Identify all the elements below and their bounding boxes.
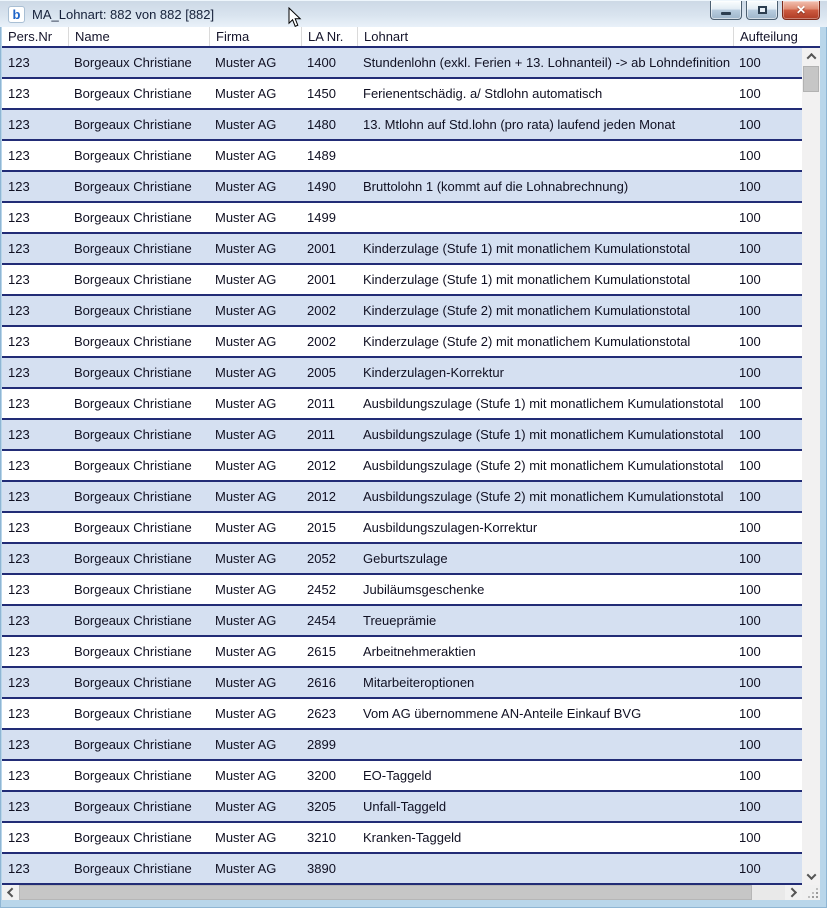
cell-firma: Muster AG — [215, 365, 277, 380]
cell-aufteilung: 100 — [739, 334, 761, 349]
cell-aufteilung: 100 — [739, 55, 761, 70]
cell-aufteilung: 100 — [739, 241, 761, 256]
cell-lanr: 2899 — [307, 737, 336, 752]
cell-lanr: 2052 — [307, 551, 336, 566]
cell-persnr: 123 — [8, 706, 30, 721]
cell-firma: Muster AG — [215, 55, 277, 70]
cell-lanr: 2015 — [307, 520, 336, 535]
table-row[interactable] — [2, 730, 802, 761]
cell-persnr: 123 — [8, 799, 30, 814]
cell-firma: Muster AG — [215, 644, 277, 659]
cell-aufteilung: 100 — [739, 861, 761, 876]
table-row[interactable] — [2, 761, 802, 792]
cell-persnr: 123 — [8, 148, 30, 163]
table-row[interactable] — [2, 606, 802, 637]
cell-lanr: 2005 — [307, 365, 336, 380]
cell-firma: Muster AG — [215, 861, 277, 876]
cell-lohnart: Geburtszulage — [363, 551, 448, 566]
cell-firma: Muster AG — [215, 489, 277, 504]
table-body — [2, 48, 802, 885]
restore-button[interactable] — [746, 1, 778, 20]
cell-name: Borgeaux Christiane — [74, 830, 192, 845]
cell-persnr: 123 — [8, 241, 30, 256]
cell-lanr: 3200 — [307, 768, 336, 783]
app-icon[interactable]: b — [8, 6, 25, 23]
cell-lanr: 3210 — [307, 830, 336, 845]
cell-persnr: 123 — [8, 613, 30, 628]
scroll-right-button[interactable] — [785, 885, 802, 900]
cell-lohnart: Stundenlohn (exkl. Ferien + 13. Lohnanteil) -> ab Lohndefinition — [363, 55, 731, 70]
scroll-left-button[interactable] — [2, 885, 19, 900]
cell-name: Borgeaux Christiane — [74, 551, 192, 566]
column-header-firma[interactable]: Firma — [209, 27, 301, 46]
cell-lohnart — [357, 141, 733, 170]
close-icon: ✕ — [795, 2, 807, 17]
cell-persnr: 123 — [8, 210, 30, 225]
cell-lohnart: Kranken-Taggeld — [363, 830, 462, 845]
cell-firma: Muster AG — [215, 334, 277, 349]
cell-firma: Muster AG — [215, 830, 277, 845]
cell-lohnart: EO-Taggeld — [363, 768, 432, 783]
cell-aufteilung: 100 — [739, 396, 761, 411]
table-row[interactable] — [2, 389, 802, 420]
horizontal-scrollbar-thumb[interactable] — [19, 885, 752, 900]
cell-persnr: 123 — [8, 861, 30, 876]
cell-lanr: 2001 — [307, 272, 336, 287]
cell-name: Borgeaux Christiane — [74, 489, 192, 504]
cell-firma: Muster AG — [215, 179, 277, 194]
cell-name: Borgeaux Christiane — [74, 427, 192, 442]
cell-firma: Muster AG — [215, 458, 277, 473]
table-row[interactable] — [2, 823, 802, 854]
cell-firma: Muster AG — [215, 303, 277, 318]
cell-aufteilung: 100 — [739, 210, 761, 225]
cell-aufteilung: 100 — [739, 489, 761, 504]
cell-persnr: 123 — [8, 458, 30, 473]
vertical-scrollbar-thumb[interactable] — [803, 66, 819, 92]
cell-lanr: 1400 — [307, 55, 336, 70]
scroll-up-button[interactable] — [802, 48, 820, 65]
cell-firma: Muster AG — [215, 799, 277, 814]
table-row[interactable] — [2, 48, 802, 79]
cell-aufteilung: 100 — [739, 458, 761, 473]
cell-name: Borgeaux Christiane — [74, 644, 192, 659]
resize-grip-icon[interactable] — [808, 888, 818, 898]
cell-lohnart: Ferienentschädig. a/ Stdlohn automatisch — [363, 86, 603, 101]
cell-firma: Muster AG — [215, 396, 277, 411]
cell-aufteilung: 100 — [739, 830, 761, 845]
table-row[interactable] — [2, 234, 802, 265]
table-row[interactable] — [2, 544, 802, 575]
cell-firma: Muster AG — [215, 675, 277, 690]
cell-lohnart — [357, 854, 733, 883]
cell-firma: Muster AG — [215, 768, 277, 783]
cell-name: Borgeaux Christiane — [74, 396, 192, 411]
cell-lanr: 1499 — [307, 210, 336, 225]
cell-lanr: 1450 — [307, 86, 336, 101]
cell-lohnart: Ausbildungszulage (Stufe 2) mit monatlichem Kumulationstotal — [363, 489, 724, 504]
table-row[interactable] — [2, 637, 802, 668]
cell-lanr: 1489 — [307, 148, 336, 163]
cell-persnr: 123 — [8, 272, 30, 287]
cell-persnr: 123 — [8, 334, 30, 349]
cell-lohnart: Bruttolohn 1 (kommt auf die Lohnabrechnung) — [363, 179, 629, 194]
cell-lanr: 2012 — [307, 489, 336, 504]
cell-lohnart: Treueprämie — [363, 613, 437, 628]
scrollbar-corner — [802, 885, 820, 900]
cell-lanr: 2002 — [307, 303, 336, 318]
column-header-persnr[interactable]: Pers.Nr — [8, 29, 53, 44]
cell-aufteilung: 100 — [739, 520, 761, 535]
cell-lohnart — [357, 730, 733, 759]
cell-firma: Muster AG — [215, 737, 277, 752]
cell-lanr: 2452 — [307, 582, 336, 597]
cell-aufteilung: 100 — [739, 644, 761, 659]
table-row[interactable] — [2, 110, 802, 141]
cell-lohnart: Kinderzulagen-Korrektur — [363, 365, 504, 380]
cell-lohnart: Mitarbeiteroptionen — [363, 675, 475, 690]
cell-persnr: 123 — [8, 365, 30, 380]
cell-firma: Muster AG — [215, 117, 277, 132]
vertical-scrollbar[interactable] — [802, 48, 820, 885]
window-controls — [710, 1, 820, 20]
cell-name: Borgeaux Christiane — [74, 799, 192, 814]
cell-persnr: 123 — [8, 675, 30, 690]
cell-name: Borgeaux Christiane — [74, 241, 192, 256]
cell-persnr: 123 — [8, 396, 30, 411]
cell-firma: Muster AG — [215, 148, 277, 163]
table-row[interactable] — [2, 327, 802, 358]
cell-aufteilung: 100 — [739, 303, 761, 318]
cell-name: Borgeaux Christiane — [74, 582, 192, 597]
chevron-up-icon — [806, 53, 816, 63]
cell-lanr: 3205 — [307, 799, 336, 814]
cell-lohnart — [357, 203, 733, 232]
cell-persnr: 123 — [8, 737, 30, 752]
cell-name: Borgeaux Christiane — [74, 148, 192, 163]
cell-name: Borgeaux Christiane — [74, 861, 192, 876]
table-row[interactable] — [2, 482, 802, 513]
table-row[interactable] — [2, 792, 802, 823]
cell-firma: Muster AG — [215, 210, 277, 225]
cell-name: Borgeaux Christiane — [74, 179, 192, 194]
column-header-name[interactable]: Name — [68, 27, 209, 46]
cell-name: Borgeaux Christiane — [74, 768, 192, 783]
cell-lohnart: Jubiläumsgeschenke — [363, 582, 485, 597]
cell-lohnart: 13. Mtlohn auf Std.lohn (pro rata) laufend jeden Monat — [363, 117, 676, 132]
table-row[interactable] — [2, 296, 802, 327]
table-row[interactable] — [2, 668, 802, 699]
cell-persnr: 123 — [8, 582, 30, 597]
table-row[interactable] — [2, 420, 802, 451]
cell-firma: Muster AG — [215, 241, 277, 256]
cell-firma: Muster AG — [215, 272, 277, 287]
cell-firma: Muster AG — [215, 520, 277, 535]
cell-lohnart: Ausbildungszulage (Stufe 2) mit monatlichem Kumulationstotal — [363, 458, 724, 473]
cell-name: Borgeaux Christiane — [74, 706, 192, 721]
table-row[interactable] — [2, 141, 802, 172]
cell-lanr: 2616 — [307, 675, 336, 690]
cell-firma: Muster AG — [215, 86, 277, 101]
cell-lohnart: Vom AG übernommene AN-Anteile Einkauf BVG — [363, 706, 642, 721]
chevron-left-icon — [7, 888, 17, 898]
table-row[interactable] — [2, 575, 802, 606]
table-header — [2, 27, 820, 48]
cell-lohnart: Kinderzulage (Stufe 2) mit monatlichem Kumulationstotal — [363, 334, 691, 349]
minimize-icon — [721, 12, 731, 15]
cell-lohnart: Ausbildungszulage (Stufe 1) mit monatlichem Kumulationstotal — [363, 396, 724, 411]
cell-persnr: 123 — [8, 427, 30, 442]
cell-lohnart: Kinderzulage (Stufe 1) mit monatlichem Kumulationstotal — [363, 272, 691, 287]
cell-name: Borgeaux Christiane — [74, 365, 192, 380]
cell-name: Borgeaux Christiane — [74, 458, 192, 473]
cell-lanr: 2615 — [307, 644, 336, 659]
table-row[interactable] — [2, 451, 802, 482]
titlebar[interactable] — [0, 0, 827, 27]
cell-lanr: 3890 — [307, 861, 336, 876]
cell-name: Borgeaux Christiane — [74, 272, 192, 287]
cell-lanr: 2011 — [307, 427, 335, 442]
cell-name: Borgeaux Christiane — [74, 86, 192, 101]
cell-aufteilung: 100 — [739, 675, 761, 690]
cell-name: Borgeaux Christiane — [74, 55, 192, 70]
cell-persnr: 123 — [8, 303, 30, 318]
cell-firma: Muster AG — [215, 551, 277, 566]
cell-persnr: 123 — [8, 55, 30, 70]
column-header-lanr[interactable]: LA Nr. — [301, 27, 357, 46]
cell-persnr: 123 — [8, 830, 30, 845]
cell-aufteilung: 100 — [739, 427, 761, 442]
cell-persnr: 123 — [8, 551, 30, 566]
cell-aufteilung: 100 — [739, 799, 761, 814]
table-row[interactable] — [2, 172, 802, 203]
cell-aufteilung: 100 — [739, 582, 761, 597]
cell-name: Borgeaux Christiane — [74, 737, 192, 752]
cell-lohnart: Kinderzulage (Stufe 2) mit monatlichem Kumulationstotal — [363, 303, 691, 318]
cell-name: Borgeaux Christiane — [74, 334, 192, 349]
cell-persnr: 123 — [8, 768, 30, 783]
table-row[interactable] — [2, 203, 802, 234]
cell-name: Borgeaux Christiane — [74, 303, 192, 318]
table-row[interactable] — [2, 854, 802, 885]
cell-lohnart: Ausbildungszulage (Stufe 1) mit monatlichem Kumulationstotal — [363, 427, 724, 442]
window-title: MA_Lohnart: 882 von 882 [882] — [32, 6, 215, 22]
scroll-down-button[interactable] — [802, 868, 820, 885]
cell-persnr: 123 — [8, 489, 30, 504]
cell-persnr: 123 — [8, 644, 30, 659]
column-header-aufteilung[interactable]: Aufteilung — [733, 27, 820, 46]
chevron-down-icon — [806, 870, 816, 880]
table-row[interactable] — [2, 358, 802, 389]
cell-persnr: 123 — [8, 179, 30, 194]
cell-lanr: 2002 — [307, 334, 336, 349]
cell-aufteilung: 100 — [739, 86, 761, 101]
cell-lohnart: Kinderzulage (Stufe 1) mit monatlichem Kumulationstotal — [363, 241, 691, 256]
chevron-right-icon — [787, 888, 797, 898]
cell-firma: Muster AG — [215, 582, 277, 597]
table-row[interactable] — [2, 513, 802, 544]
cell-aufteilung: 100 — [739, 613, 761, 628]
cell-aufteilung: 100 — [739, 117, 761, 132]
cell-firma: Muster AG — [215, 706, 277, 721]
cell-name: Borgeaux Christiane — [74, 675, 192, 690]
cell-lohnart: Ausbildungszulagen-Korrektur — [363, 520, 538, 535]
minimize-button[interactable] — [710, 1, 742, 20]
cell-aufteilung: 100 — [739, 551, 761, 566]
cell-aufteilung: 100 — [739, 148, 761, 163]
cell-name: Borgeaux Christiane — [74, 117, 192, 132]
cell-aufteilung: 100 — [739, 272, 761, 287]
cell-name: Borgeaux Christiane — [74, 520, 192, 535]
table-row[interactable] — [2, 79, 802, 110]
cell-firma: Muster AG — [215, 613, 277, 628]
cell-lanr: 2001 — [307, 241, 336, 256]
cell-lanr: 2011 — [307, 396, 335, 411]
cell-persnr: 123 — [8, 520, 30, 535]
cell-firma: Muster AG — [215, 427, 277, 442]
cell-aufteilung: 100 — [739, 706, 761, 721]
column-header-lohnart[interactable]: Lohnart — [357, 27, 733, 46]
table-row[interactable] — [2, 699, 802, 730]
cell-name: Borgeaux Christiane — [74, 613, 192, 628]
cell-aufteilung: 100 — [739, 737, 761, 752]
cell-aufteilung: 100 — [739, 179, 761, 194]
cell-aufteilung: 100 — [739, 365, 761, 380]
table-row[interactable] — [2, 265, 802, 296]
cell-aufteilung: 100 — [739, 768, 761, 783]
client-area — [2, 27, 820, 900]
cell-lanr: 2623 — [307, 706, 336, 721]
cell-lanr: 1480 — [307, 117, 336, 132]
cell-persnr: 123 — [8, 86, 30, 101]
cell-lohnart: Arbeitnehmeraktien — [363, 644, 476, 659]
cell-lohnart: Unfall-Taggeld — [363, 799, 447, 814]
horizontal-scrollbar[interactable] — [2, 885, 802, 900]
restore-icon — [758, 6, 767, 14]
cell-lanr: 2012 — [307, 458, 336, 473]
close-button[interactable] — [782, 1, 820, 20]
cell-lanr: 1490 — [307, 179, 336, 194]
cell-lanr: 2454 — [307, 613, 336, 628]
cell-name: Borgeaux Christiane — [74, 210, 192, 225]
cell-persnr: 123 — [8, 117, 30, 132]
